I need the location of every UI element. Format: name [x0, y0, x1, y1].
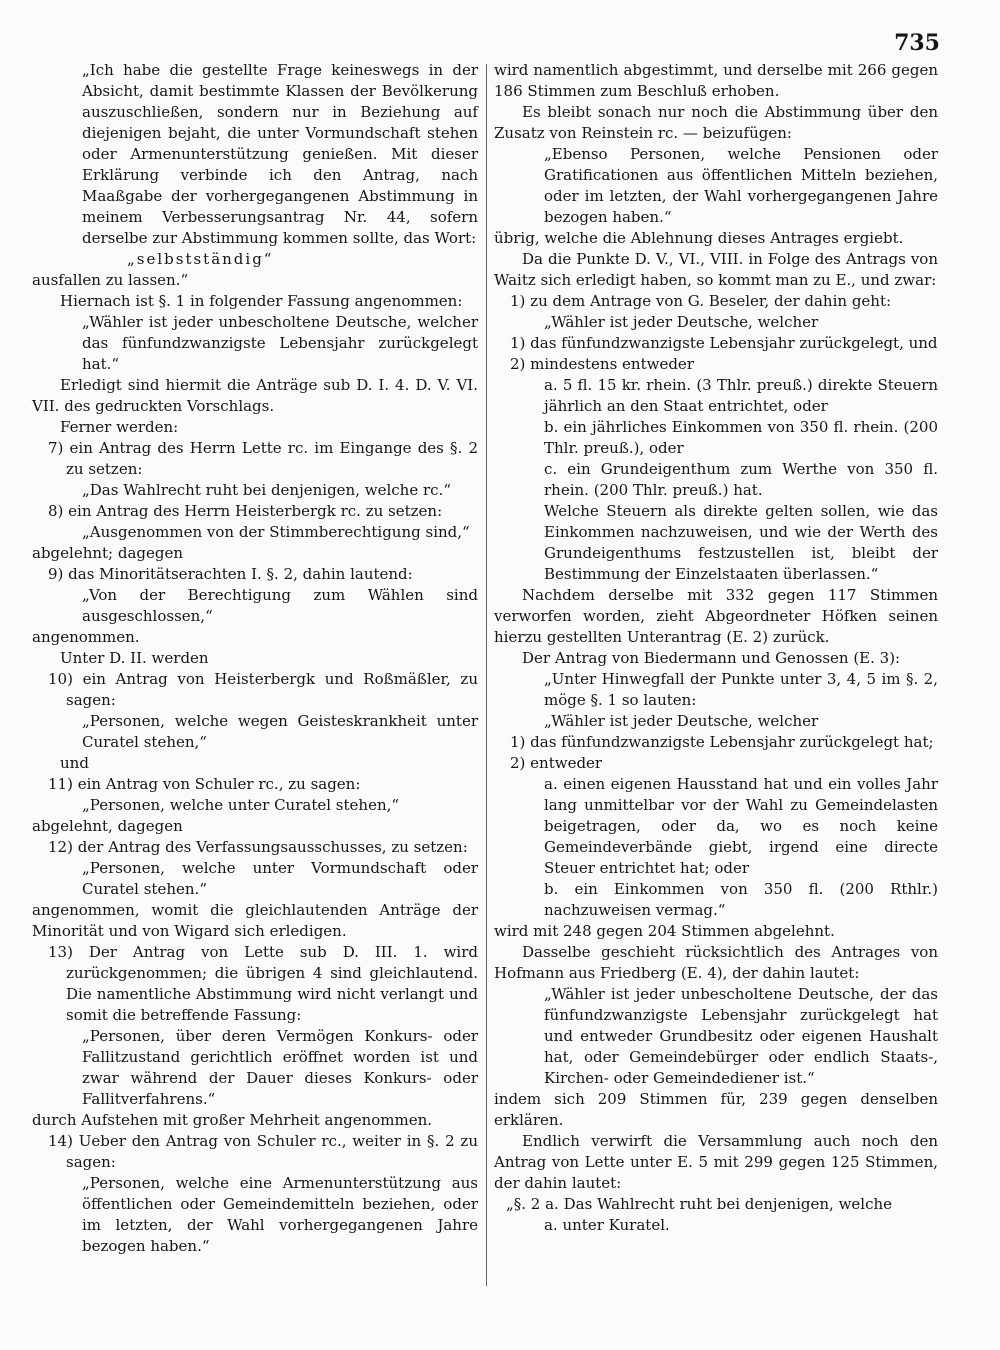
quote: „Personen, welche unter Curatel stehen,“	[82, 796, 400, 814]
left-column	[32, 60, 478, 1257]
quote: „Ausgenommen von der Stimmberechtigung sind,“	[82, 523, 470, 541]
sub-item: b. ein jährliches Einkommen von 350 fl. rhein. (200 Thlr. preuß.), oder	[544, 418, 938, 457]
paragraph: durch Aufstehen mit großer Mehrheit angenommen.	[32, 1111, 433, 1129]
paragraph: Hiernach ist §. 1 in folgender Fassung angenommen:	[60, 292, 463, 310]
numbered-item: 1) das fünfundzwanzigste Lebensjahr zurückgelegt hat;	[510, 733, 934, 751]
paragraph: Dasselbe geschieht rücksichtlich des Antrages von Hofmann aus Friedberg (E. 4), der dahin lautet:	[494, 943, 938, 982]
paragraph: abgelehnt; dagegen	[32, 544, 184, 562]
paragraph: Endlich verwirft die Versammlung auch noch den Antrag von Lette unter E. 5 mit 299 gegen 125 Stimmen, der dahin lautet:	[494, 1132, 938, 1192]
quote: „Das Wahlrecht ruht bei denjenigen, welche rc.“	[82, 481, 451, 499]
paragraph: Nachdem derselbe mit 332 gegen 117 Stimmen verworfen worden, zieht Abgeordneter Höfken seinen hierzu gestellten Unterantrag (E. 2) zurück.	[494, 586, 938, 646]
paragraph: wird mit 248 gegen 204 Stimmen abgelehnt.	[494, 922, 835, 940]
numbered-item: 1) das fünfundzwanzigste Lebensjahr zurückgelegt, und	[510, 334, 938, 352]
paragraph: übrig, welche die Ablehnung dieses Antrages ergiebt.	[494, 229, 904, 247]
paragraph: Erledigt sind hiermit die Anträge sub D. I. 4. D. V. VI. VII. des gedruckten Vorschlags.	[32, 376, 478, 415]
paragraph: „Ich habe die gestellte Frage keineswegs in der Absicht, damit bestimmte Klassen der Bevölkerung auszuschließen, sondern nur in Beziehung auf diejenigen bejaht, die unter Vormundschaft stehen oder Armenunterstützung genießen. Mit dieser Erklärung verbinde ich den Antrag, nach Maaßgabe der vorhergegangenen Abstimmung in meinem Verbesserungsantrag Nr. 44, sofern derselbe zur Abstimmung kommen sollte, das Wort:	[82, 61, 478, 247]
numbered-item: 2) mindestens entweder	[510, 355, 694, 373]
numbered-item: 14) Ueber den Antrag von Schuler rc., weiter in §. 2 zu sagen:	[48, 1132, 478, 1171]
sub-item: c. ein Grundeigenthum zum Werthe von 350 fl. rhein. (200 Thlr. preuß.) hat.	[544, 460, 938, 499]
quote: „Personen, welche wegen Geisteskrankheit unter Curatel stehen,“	[82, 712, 478, 751]
numbered-item: 11) ein Antrag von Schuler rc., zu sagen:	[48, 775, 361, 793]
sub-item: a. 5 fl. 15 kr. rhein. (3 Thlr. preuß.) direkte Steuern jährlich an den Staat entrichtet, oder	[544, 376, 938, 415]
paragraph: ausfallen zu lassen.“	[32, 271, 189, 289]
page-number: 735	[894, 30, 940, 56]
column-divider	[486, 64, 487, 1286]
numbered-item: 13) Der Antrag von Lette sub D. III. 1. wird zurückgenommen; die übrigen 4 sind gleichlautend. Die namentliche Abstimmung wird nicht verlangt und somit die betreffende Fassung:	[48, 943, 478, 1024]
numbered-item: 12) der Antrag des Verfassungsausschusses, zu setzen:	[48, 838, 468, 856]
sub-item: a. unter Kuratel.	[544, 1216, 670, 1234]
quote: „Ebenso Personen, welche Pensionen oder Gratificationen aus öffentlichen Mitteln beziehen, oder im letzten, der Wahl vorhergegangenen Jahre bezogen haben.“	[544, 145, 938, 226]
paragraph: und	[60, 754, 89, 772]
quote: „Wähler ist jeder unbescholtene Deutsche, der das fünfundzwanzigste Lebensjahr zurückgelegt hat und entweder Grundbesitz oder eigenen Haushalt hat, oder Gemeindebürger oder endlich Staats-, Kirchen- oder Gemeindediener ist.“	[544, 985, 938, 1087]
paragraph: angenommen.	[32, 628, 140, 646]
paragraph: wird namentlich abgestimmt, und derselbe mit 266 gegen 186 Stimmen zum Beschluß erhoben.	[494, 61, 938, 100]
quote: „Personen, welche eine Armenunterstützung aus öffentlichen oder Gemeindemitteln beziehen, oder im letzten, der Wahl vorhergegangenen Jahre bezogen haben.“	[82, 1174, 478, 1255]
quote: „Wähler ist jeder Deutsche, welcher	[544, 712, 819, 730]
paragraph: abgelehnt, dagegen	[32, 817, 183, 835]
quoted-word: „selbstständig“	[127, 250, 274, 268]
numbered-item: 9) das Minoritätserachten I. §. 2, dahin lautend:	[48, 565, 413, 583]
numbered-item: 8) ein Antrag des Herrn Heisterbergk rc. zu setzen:	[48, 502, 443, 520]
paragraph: angenommen, womit die gleichlautenden Anträge der Minorität und von Wigard sich erledigen.	[32, 901, 478, 940]
numbered-item: 7) ein Antrag des Herrn Lette rc. im Eingange des §. 2 zu setzen:	[48, 439, 478, 478]
sub-item: b. ein Einkommen von 350 fl. (200 Rthlr.) nachzuweisen vermag.“	[544, 880, 938, 919]
quote: „§. 2 a. Das Wahlrecht ruht bei denjenigen, welche	[506, 1195, 893, 1213]
quote: Welche Steuern als direkte gelten sollen, wie das Einkommen nachzuweisen, und wie der Werth des Grundeigenthums festzustellen ist, bleibt der Bestimmung der Einzelstaaten überlassen.“	[544, 502, 938, 583]
quote: „Wähler ist jeder unbescholtene Deutsche, welcher das fünfundzwanzigste Lebensjahr zurückgelegt hat.“	[82, 313, 478, 373]
quote: „Personen, über deren Vermögen Konkurs- oder Fallitzustand gerichtlich eröffnet worden ist und zwar während der Dauer dieses Konkurs- oder Fallitverfahrens.“	[82, 1027, 478, 1108]
paragraph: Der Antrag von Biedermann und Genossen (E. 3):	[522, 649, 901, 667]
quote: „Wähler ist jeder Deutsche, welcher	[544, 313, 819, 331]
numbered-item: 1) zu dem Antrage von G. Beseler, der dahin geht:	[510, 292, 892, 310]
quote: „Personen, welche unter Vormundschaft oder Curatel stehen.“	[82, 859, 478, 898]
quote: „Von der Berechtigung zum Wählen sind ausgeschlossen,“	[82, 586, 478, 625]
quote: „Unter Hinwegfall der Punkte unter 3, 4, 5 im §. 2, möge §. 1 so lauten:	[544, 670, 938, 709]
paragraph: indem sich 209 Stimmen für, 239 gegen denselben erklären.	[494, 1090, 938, 1129]
numbered-item: 10) ein Antrag von Heisterbergk und Roßmäßler, zu sagen:	[48, 670, 478, 709]
right-column	[494, 60, 938, 1236]
sub-item: a. einen eigenen Hausstand hat und ein volles Jahr lang unmittelbar vor der Wahl zu Gemeindelasten beigetragen, oder da, wo es noch keine Gemeindeverbände giebt, irgend eine directe Steuer entrichtet hat; oder	[544, 775, 938, 877]
paragraph: Unter D. II. werden	[60, 649, 209, 667]
paragraph: Es bleibt sonach nur noch die Abstimmung über den Zusatz von Reinstein rc. — beizufügen:	[494, 103, 938, 142]
numbered-item: 2) entweder	[510, 754, 603, 772]
paragraph: Ferner werden:	[60, 418, 179, 436]
paragraph: Da die Punkte D. V., VI., VIII. in Folge des Antrags von Waitz sich erledigt haben, so kommt man zu E., und zwar:	[494, 250, 938, 289]
